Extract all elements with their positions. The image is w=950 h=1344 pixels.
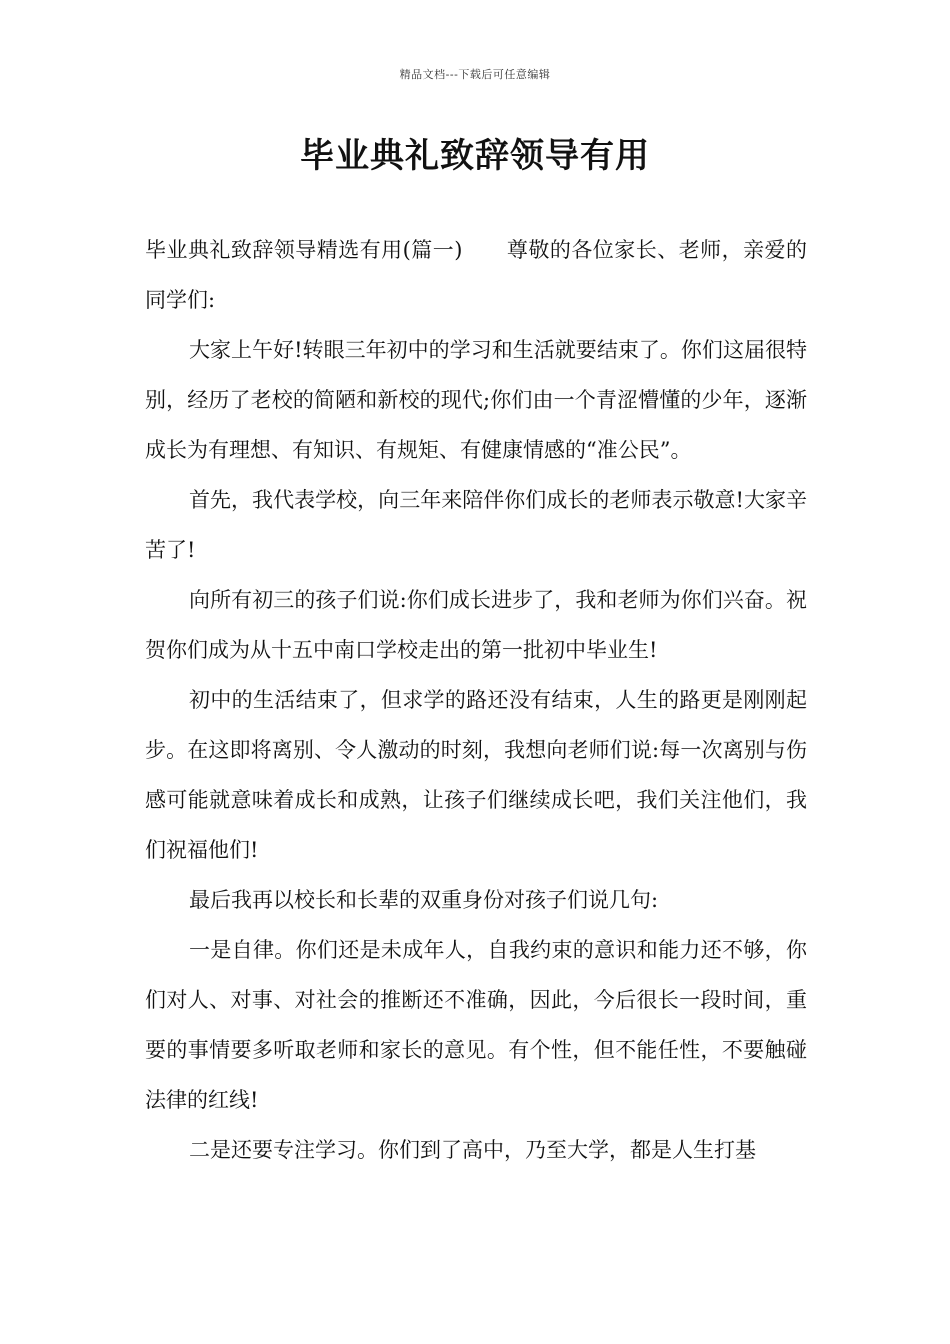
body-paragraph: 最后我再以校长和长辈的双重身份对孩子们说几句: xyxy=(189,888,659,912)
intro-paragraph xyxy=(145,225,807,325)
intro-heading: 毕业典礼致辞领导精选有用(篇一) xyxy=(145,238,463,262)
body-paragraph: 二是还要专注学习。你们到了高中，乃至大学，都是人生打基 xyxy=(189,1138,756,1162)
body-paragraph: 大家上午好!转眼三年初中的学习和生活就要结束了。你们这届很特别，经历了老校的简陋和新校的现代;你们由一个青涩懵懂的少年，逐渐成长为有理想、有知识、有规矩、有健康情感的“准公民”。 xyxy=(145,338,807,462)
header-note: 精品文档---下载后可任意编辑 xyxy=(399,68,551,81)
intro-salutation: 尊敬的各位家长、老师，亲爱的同学们: xyxy=(145,238,808,312)
document-body xyxy=(145,225,807,1175)
body-paragraph: 首先，我代表学校，向三年来陪伴你们成长的老师表示敬意!大家辛苦了! xyxy=(145,488,807,562)
body-paragraph: 初中的生活结束了，但求学的路还没有结束，人生的路更是刚刚起步。在这即将离别、令人激动的时刻，我想向老师们说:每一次离别与伤感可能就意味着成长和成熟，让孩子们继续成长吧，我们关注他们，我们祝福他们! xyxy=(145,688,807,862)
body-paragraph: 向所有初三的孩子们说:你们成长进步了，我和老师为你们兴奋。祝贺你们成为从十五中南口学校走出的第一批初中毕业生! xyxy=(145,588,807,662)
document-title: 毕业典礼致辞领导有用 xyxy=(300,136,650,176)
body-paragraph: 一是自律。你们还是未成年人，自我约束的意识和能力还不够，你们对人、对事、对社会的推断还不准确，因此，今后很长一段时间，重要的事情要多听取老师和家长的意见。有个性，但不能任性，不要触碰法律的红线! xyxy=(145,938,807,1112)
